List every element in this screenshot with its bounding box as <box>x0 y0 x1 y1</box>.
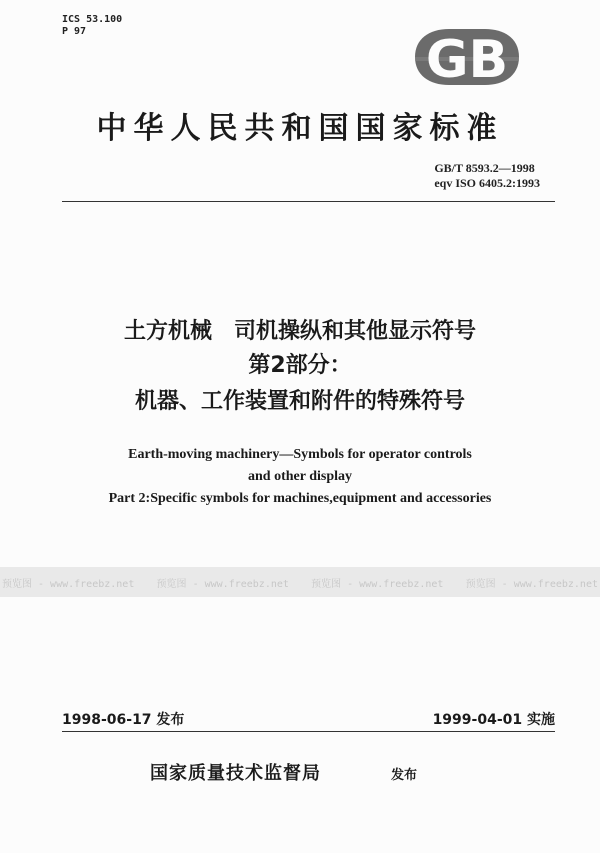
en-title-line-2: and other display <box>248 469 352 484</box>
ics-code: ICS 53.100 <box>62 14 123 25</box>
issue-date: 1998-06-17 发布 <box>62 712 185 728</box>
classification-codes <box>62 14 122 38</box>
watermark-band <box>0 567 600 597</box>
cn-title-line-3: 机器、工作装置和附件的特殊符号 <box>134 389 465 414</box>
watermark-text: 预览图 - www.freebz.net <box>311 578 444 590</box>
standard-numbers <box>434 161 540 191</box>
watermark-text: 预览图 - www.freebz.net <box>156 578 289 590</box>
watermark-text: 预览图 - www.freebz.net <box>2 578 135 590</box>
standard-number: GB/T 8593.2—1998 <box>434 161 535 175</box>
gb-logo-text: GB <box>425 30 509 89</box>
bottom-divider <box>62 731 555 732</box>
ccs-code: P 97 <box>62 26 87 37</box>
gb-logo-icon <box>409 25 525 89</box>
cn-title-line-2: 第2部分： <box>248 353 352 378</box>
publisher-suffix: 发布 <box>391 768 418 783</box>
en-title-line-1: Earth-moving machinery—Symbols for operator controls <box>128 447 472 462</box>
watermark-text: 预览图 - www.freebz.net <box>465 578 598 590</box>
implementation-date: 1999-04-01 实施 <box>432 712 555 728</box>
national-standard-title: 中华人民共和国国家标准 <box>96 111 504 146</box>
en-title-line-3: Part 2:Specific symbols for machines,equipment and accessories <box>108 491 492 506</box>
cn-title-line-1: 土方机械 司机操纵和其他显示符号 <box>123 319 476 344</box>
equivalent-standard: eqv ISO 6405.2:1993 <box>434 176 540 190</box>
publisher-name: 国家质量技术监督局 <box>150 763 321 784</box>
top-divider <box>62 201 555 202</box>
